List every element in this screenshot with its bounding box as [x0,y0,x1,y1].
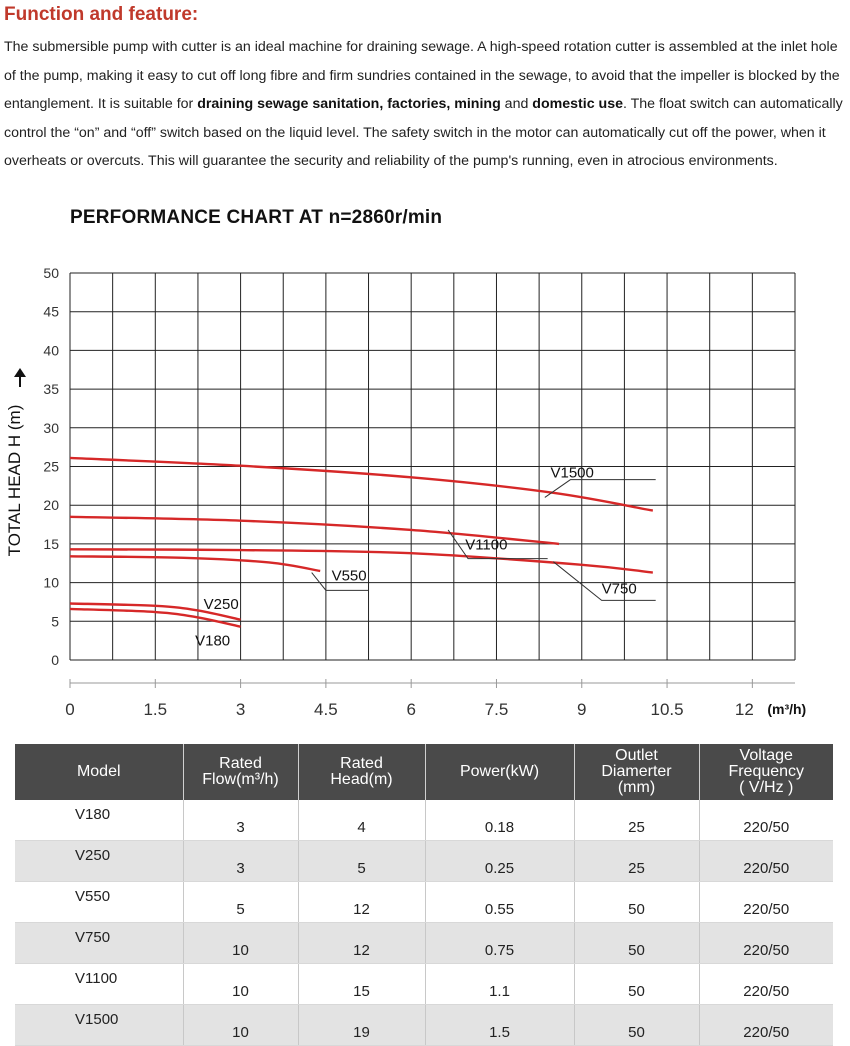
table-cell: 50 [574,964,699,1005]
x-tick-label: 0 [65,700,75,719]
table-header-cell: Voltage Frequency ( V/Hz ) [699,744,833,800]
table-cell: 10 [183,964,298,1005]
spec-table [15,744,833,1046]
table-cell: 10 [183,1005,298,1046]
table-cell: 15 [298,964,425,1005]
table-cell: 0.25 [425,841,574,882]
table-cell: 220/50 [699,923,833,964]
y-tick-label: 5 [51,613,59,630]
table-cell: 50 [574,923,699,964]
table-cell: 5 [298,841,425,882]
table-header-row [15,744,833,800]
x-tick-label: 10.5 [650,700,684,719]
y-tick-label: 35 [43,381,59,398]
table-cell: 0.18 [425,800,574,841]
table-cell: 220/50 [699,964,833,1005]
table-row [15,1005,833,1046]
table-cell: 3 [183,841,298,882]
table-cell: 5 [183,882,298,923]
model-cell: V1500 [15,1005,183,1046]
table-cell: 3 [183,800,298,841]
table-header-cell: Power(kW) [425,744,574,800]
model-cell: V180 [15,800,183,841]
table-cell: 50 [574,882,699,923]
description-bold-2: domestic use [532,96,623,113]
y-tick-label: 0 [51,652,59,668]
y-tick-label: 30 [43,419,59,436]
table-cell: 220/50 [699,841,833,882]
table-cell: 1.1 [425,964,574,1005]
table-cell: 25 [574,841,699,882]
curve-label-v1100: V1100 [465,536,508,554]
model-cell: V1100 [15,964,183,1005]
table-cell: 19 [298,1005,425,1046]
curve-label-v750: V750 [601,580,637,598]
description-paragraph [4,33,846,176]
y-tick-label: 45 [43,303,59,320]
y-tick-label: 20 [43,497,59,514]
table-row [15,964,833,1005]
table-row [15,841,833,882]
description-text-3: . The float switch can automatically control the “on” and “off” switch based on the liquid level. The safety switch in the motor can automatically cut off the power, when it overheats or overcuts. This will guarantee the security and reliability of the pump's running, even in atrocious environments. [4,96,843,170]
x-tick-label: 12 [734,700,754,719]
table-row [15,923,833,964]
chart-title: PERFORMANCE CHART AT n=2860r/min [70,207,443,228]
table-cell: 12 [298,923,425,964]
table-body [15,800,833,1046]
table-cell: 220/50 [699,800,833,841]
table-cell: 4 [298,800,425,841]
y-tick-label: 25 [43,458,59,475]
table-header-cell: Model [15,744,183,800]
description-text-1: The submersible pump with cutter is an ideal machine for draining sewage. A high-speed rotation cutter is assembled at the inlet hole of the pump, making it easy to cut off long fibre and firm sundries contained in the sewage, to avoid that the impeller is blocked by the entanglement. It is suitable for [4,39,840,113]
x-tick-label: 7.5 [484,700,509,719]
table-cell: 12 [298,882,425,923]
model-cell: V250 [15,841,183,882]
table-header-cell: Outlet Diamerter (mm) [574,744,699,800]
y-axis-arrow-icon [14,368,26,387]
x-tick-label: 1.5 [143,700,168,719]
table-cell: 0.55 [425,882,574,923]
table-cell: 220/50 [699,882,833,923]
table-cell: 10 [183,923,298,964]
y-tick-label: 15 [43,535,59,552]
table-cell: 50 [574,1005,699,1046]
y-tick-label: 50 [43,265,59,281]
table-cell: 25 [574,800,699,841]
curve-label-v550: V550 [331,567,367,585]
y-axis-label: TOTAL HEAD H (m) [5,404,24,557]
table-header-cell: Rated Head(m) [298,744,425,800]
x-tick-label: 9 [577,700,587,719]
table-row [15,882,833,923]
x-tick-label: 3 [235,700,246,719]
model-cell: V550 [15,882,183,923]
table-cell: 220/50 [699,1005,833,1046]
curve-label-v180: V180 [195,632,231,650]
curve-label-v250: V250 [203,595,239,613]
x-tick-label: 4.5 [314,700,338,719]
table-cell: 1.5 [425,1005,574,1046]
y-tick-label: 10 [43,574,59,591]
description-text-2: and [500,96,533,113]
description-bold-1: draining sewage sanitation, factories, mining [197,96,501,113]
section-heading: Function and feature: [4,4,199,25]
curve-v550 [70,556,320,571]
x-axis-unit: (m³/h) [767,701,807,717]
table-header-cell: Rated Flow(m³/h) [183,744,298,800]
table-cell: 0.75 [425,923,574,964]
table-row [15,800,833,841]
y-tick-label: 40 [43,342,59,359]
model-cell: V750 [15,923,183,964]
performance-chart [0,240,850,730]
curve-label-v1500: V1500 [550,464,594,482]
x-tick-label: 6 [406,700,416,719]
